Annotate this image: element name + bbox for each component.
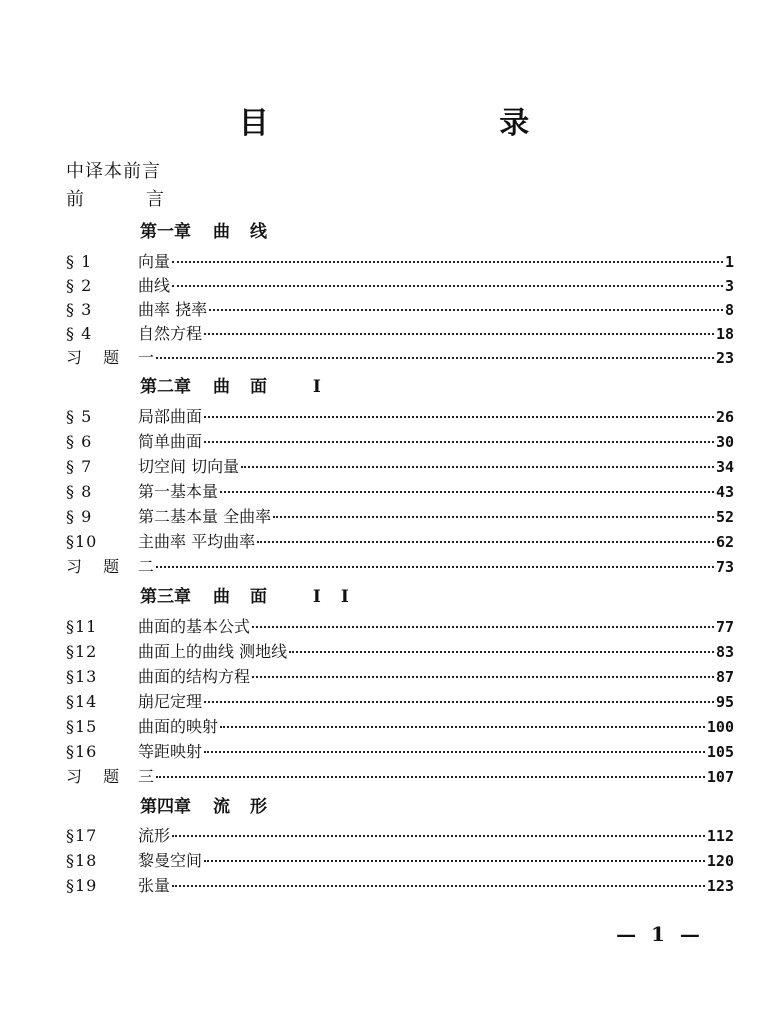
toc-entry xyxy=(66,690,734,714)
entry-title: 张量 xyxy=(138,876,171,895)
page-number: 105 xyxy=(706,743,734,761)
page-number: 43 xyxy=(715,483,734,501)
entry-title: 曲线 xyxy=(138,276,171,295)
leader-dots xyxy=(156,776,705,778)
leader-dots xyxy=(156,566,714,568)
leader-dots xyxy=(289,651,714,653)
entry-title: 局部曲面 xyxy=(138,407,203,426)
chapter-heading xyxy=(140,221,287,243)
page-number: 73 xyxy=(715,558,734,576)
leader-dots xyxy=(209,309,723,311)
toc-entry-exercises xyxy=(66,765,734,789)
leader-dots xyxy=(156,357,714,359)
page-number: 26 xyxy=(715,408,734,426)
entry-title: 二 xyxy=(138,557,155,576)
entry-title: 一 xyxy=(138,348,155,367)
toc-entry xyxy=(66,640,734,664)
chapter-heading xyxy=(140,376,341,398)
section-number: §17 xyxy=(66,826,98,845)
section-number: § 3 xyxy=(66,300,93,319)
leader-dots xyxy=(252,676,714,678)
leader-dots xyxy=(172,261,723,263)
entry-title: 曲面的映射 xyxy=(138,717,219,736)
entry-title: 主曲率 平均曲率 xyxy=(138,532,256,551)
section-number: § 9 xyxy=(66,507,93,526)
leader-dots xyxy=(273,516,714,518)
entry-title: 切空间 切向量 xyxy=(138,457,240,476)
toc-entry xyxy=(66,322,734,346)
page-number: 120 xyxy=(706,852,734,870)
entry-title: 流形 xyxy=(138,826,171,845)
entry-title: 崩尼定理 xyxy=(138,692,203,711)
section-number: § 5 xyxy=(66,407,93,426)
chapter-number: 第四章 xyxy=(140,797,191,817)
exercises-label: 习 题 xyxy=(66,557,128,576)
entry-title: 第一基本量 xyxy=(138,482,219,501)
chapter-heading xyxy=(140,796,287,818)
toc-entry xyxy=(66,480,734,504)
leader-dots xyxy=(172,885,705,887)
toc-entry xyxy=(66,430,734,454)
toc-entry xyxy=(66,740,734,764)
toc-entry xyxy=(66,665,734,689)
toc-entry-exercises xyxy=(66,555,734,579)
entry-title: 自然方程 xyxy=(138,324,203,343)
section-number: § 8 xyxy=(66,482,93,501)
chapter-number: 第三章 xyxy=(140,587,191,607)
page-number: 30 xyxy=(715,433,734,451)
leader-dots xyxy=(172,835,705,837)
toc-entry xyxy=(66,615,734,639)
exercises-label: 习 题 xyxy=(66,767,128,786)
leader-dots xyxy=(220,726,705,728)
section-number: § 4 xyxy=(66,324,93,343)
entry-title: 第二基本量 全曲率 xyxy=(138,507,272,526)
toc-entry-exercises xyxy=(66,346,734,370)
page-title: 目 录 xyxy=(238,106,640,141)
toc-entry xyxy=(66,715,734,739)
toc-entry xyxy=(66,874,734,898)
chapter-name: 曲线 xyxy=(213,222,287,242)
entry-title: 等距映射 xyxy=(138,742,203,761)
toc-entry xyxy=(66,298,734,322)
page-number: 83 xyxy=(715,643,734,661)
page-number: 95 xyxy=(715,693,734,711)
section-number: §16 xyxy=(66,742,98,761)
leader-dots xyxy=(172,285,723,287)
page-number: 1 xyxy=(724,253,734,271)
leader-dots xyxy=(204,751,705,753)
leader-dots xyxy=(220,491,714,493)
toc-entry xyxy=(66,274,734,298)
leader-dots xyxy=(204,441,714,443)
page-number: 107 xyxy=(706,768,734,786)
section-number: § 2 xyxy=(66,276,93,295)
toc-entry xyxy=(66,505,734,529)
entry-title: 向量 xyxy=(138,252,171,271)
chapter-heading xyxy=(140,586,369,608)
page-number: 100 xyxy=(706,718,734,736)
page-number: 18 xyxy=(715,325,734,343)
entry-title: 黎曼空间 xyxy=(138,851,203,870)
page-number: 52 xyxy=(715,508,734,526)
entry-title: 曲率 挠率 xyxy=(138,300,208,319)
page-number: 8 xyxy=(724,301,734,319)
section-number: §19 xyxy=(66,876,98,895)
section-number: §10 xyxy=(66,532,98,551)
page-number: 62 xyxy=(715,533,734,551)
chapter-number: 第二章 xyxy=(140,377,191,397)
leader-dots xyxy=(252,626,714,628)
leader-dots xyxy=(204,860,705,862)
page-number: 23 xyxy=(715,349,734,367)
leader-dots xyxy=(241,466,714,468)
leader-dots xyxy=(204,333,714,335)
entry-title: 曲面上的曲线 测地线 xyxy=(138,642,288,661)
page-footer-number: — 1 — xyxy=(616,922,704,946)
entry-title: 三 xyxy=(138,767,155,786)
section-number: § 1 xyxy=(66,252,93,271)
leader-dots xyxy=(257,541,714,543)
section-number: §13 xyxy=(66,667,98,686)
toc-entry xyxy=(66,250,734,274)
chapter-name: 流形 xyxy=(213,797,287,817)
entry-title: 曲面的基本公式 xyxy=(138,617,251,636)
exercises-label: 习 题 xyxy=(66,348,128,367)
toc-entry xyxy=(66,455,734,479)
section-number: §15 xyxy=(66,717,98,736)
section-number: §14 xyxy=(66,692,98,711)
chapter-number: 第一章 xyxy=(140,222,191,242)
front-matter-preface: 前言 xyxy=(66,189,226,210)
page-number: 87 xyxy=(715,668,734,686)
toc-entry xyxy=(66,849,734,873)
page-number: 3 xyxy=(724,277,734,295)
page-number: 123 xyxy=(706,877,734,895)
entry-title: 简单曲面 xyxy=(138,432,203,451)
section-number: §18 xyxy=(66,851,98,870)
page-number: 34 xyxy=(715,458,734,476)
chapter-name: 曲面 I xyxy=(213,377,341,397)
entry-title: 曲面的结构方程 xyxy=(138,667,251,686)
toc-entry xyxy=(66,530,734,554)
section-number: §11 xyxy=(66,617,98,636)
section-number: §12 xyxy=(66,642,98,661)
leader-dots xyxy=(204,701,714,703)
section-number: § 7 xyxy=(66,457,93,476)
section-number: § 6 xyxy=(66,432,93,451)
page-number: 77 xyxy=(715,618,734,636)
page-number: 112 xyxy=(706,827,734,845)
toc-entry xyxy=(66,405,734,429)
toc-entry xyxy=(66,824,734,848)
chapter-name: 曲面 II xyxy=(213,587,369,607)
front-matter-translator-preface: 中译本前言 xyxy=(66,161,161,182)
leader-dots xyxy=(204,416,714,418)
